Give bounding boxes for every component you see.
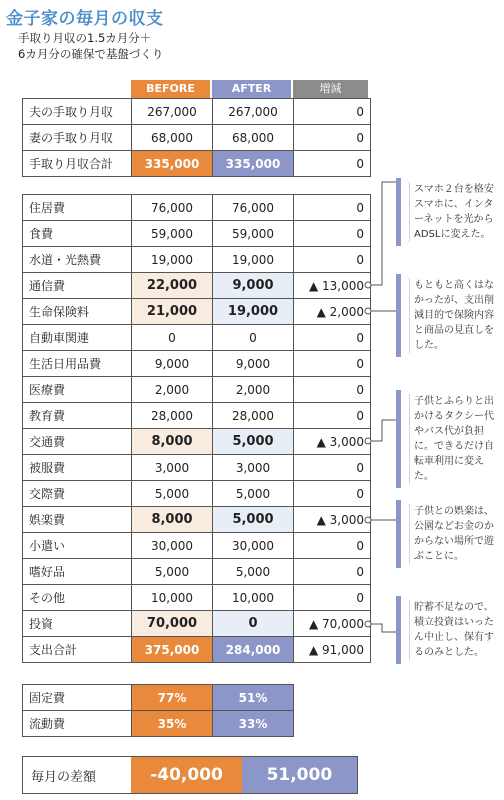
note-transport xyxy=(396,390,498,488)
before-value: 5,000 xyxy=(132,559,213,585)
before-value: 35% xyxy=(132,711,213,737)
table-row xyxy=(23,455,371,481)
table-row xyxy=(23,99,371,125)
row-label: 固定費 xyxy=(23,685,132,711)
after-value: 5,000 xyxy=(213,559,294,585)
row-label: 自動車関連 xyxy=(23,325,132,351)
change-value: 0 xyxy=(294,377,371,403)
change-value: ▲ 3,000 xyxy=(294,507,371,533)
row-label: 被服費 xyxy=(23,455,132,481)
change-value: 0 xyxy=(294,151,371,177)
before-value: 8,000 xyxy=(132,507,213,533)
table-row xyxy=(23,637,371,663)
before-value: 68,000 xyxy=(132,125,213,151)
connector-5 xyxy=(371,624,396,632)
before-value: 77% xyxy=(132,685,213,711)
change-value: ▲ 13,000 xyxy=(294,273,371,299)
table-row xyxy=(23,533,371,559)
table-row xyxy=(23,273,371,299)
row-label: 小遣い xyxy=(23,533,132,559)
after-value: 2,000 xyxy=(213,377,294,403)
row-label: 流動費 xyxy=(23,711,132,737)
before-value: 70,000 xyxy=(132,611,213,637)
after-value: 267,000 xyxy=(213,99,294,125)
table-row xyxy=(23,611,371,637)
before-value: 19,000 xyxy=(132,247,213,273)
change-value: 0 xyxy=(294,351,371,377)
change-value: ▲ 91,000 xyxy=(294,637,371,663)
table-row xyxy=(23,429,371,455)
row-label: 住居費 xyxy=(23,195,132,221)
change-value: 0 xyxy=(294,325,371,351)
after-value: 30,000 xyxy=(213,533,294,559)
change-value: 0 xyxy=(294,533,371,559)
note-text: スマホ２台を格安スマホに、インターネットを光からADSLに変えた。 xyxy=(409,182,494,242)
note-text: 貯蓄不足なので、積立投資はいったん中止し、保有するのみとした。 xyxy=(409,600,494,660)
before-value: 76,000 xyxy=(132,195,213,221)
after-value: 0 xyxy=(213,611,294,637)
after-value: 10,000 xyxy=(213,585,294,611)
subtitle-line-2: 6カ月分の確保で基盤づくり xyxy=(18,47,164,61)
page-title: 金子家の毎月の収支 xyxy=(6,9,164,29)
change-value: 0 xyxy=(294,125,371,151)
monthly-difference-before: -40,000 xyxy=(131,757,241,793)
header-before: BEFORE xyxy=(131,80,210,98)
after-value: 51% xyxy=(213,685,294,711)
change-value: 0 xyxy=(294,481,371,507)
header-change: 増減 xyxy=(293,80,368,98)
change-value: 0 xyxy=(294,585,371,611)
note-text: 子供との娯楽は、公園などお金のかからない場所で遊ぶことに。 xyxy=(409,504,494,564)
change-value: ▲ 70,000 xyxy=(294,611,371,637)
after-value: 0 xyxy=(213,325,294,351)
before-value: 10,000 xyxy=(132,585,213,611)
row-label: 夫の手取り月収 xyxy=(23,99,132,125)
row-label: 教育費 xyxy=(23,403,132,429)
after-value: 68,000 xyxy=(213,125,294,151)
table-row xyxy=(23,377,371,403)
header-after: AFTER xyxy=(212,80,291,98)
note-insurance xyxy=(396,274,498,357)
table-row xyxy=(23,711,294,737)
table-row xyxy=(23,299,371,325)
after-value: 284,000 xyxy=(213,637,294,663)
after-value: 28,000 xyxy=(213,403,294,429)
connector-1 xyxy=(371,182,396,285)
monthly-difference xyxy=(22,756,358,794)
income-table xyxy=(22,98,371,177)
table-row xyxy=(23,247,371,273)
table-row xyxy=(23,195,371,221)
before-value: 267,000 xyxy=(132,99,213,125)
row-label: 嗜好品 xyxy=(23,559,132,585)
change-value: 0 xyxy=(294,99,371,125)
note-entertainment xyxy=(396,500,498,568)
row-label: 生命保険料 xyxy=(23,299,132,325)
note-investment xyxy=(396,596,498,664)
table-row xyxy=(23,125,371,151)
table-row xyxy=(23,221,371,247)
change-value: 0 xyxy=(294,247,371,273)
after-value: 5,000 xyxy=(213,481,294,507)
monthly-difference-after: 51,000 xyxy=(242,757,357,793)
before-value: 30,000 xyxy=(132,533,213,559)
note-communication xyxy=(396,178,498,246)
after-value: 5,000 xyxy=(213,507,294,533)
after-value: 9,000 xyxy=(213,351,294,377)
before-value: 28,000 xyxy=(132,403,213,429)
row-label: 娯楽費 xyxy=(23,507,132,533)
after-value: 33% xyxy=(213,711,294,737)
before-value: 9,000 xyxy=(132,351,213,377)
row-label: 食費 xyxy=(23,221,132,247)
change-value: 0 xyxy=(294,221,371,247)
row-label: 支出合計 xyxy=(23,637,132,663)
row-label: 手取り月収合計 xyxy=(23,151,132,177)
table-row xyxy=(23,507,371,533)
after-value: 76,000 xyxy=(213,195,294,221)
row-label: 妻の手取り月収 xyxy=(23,125,132,151)
row-label: 医療費 xyxy=(23,377,132,403)
row-label: 交通費 xyxy=(23,429,132,455)
monthly-difference-label: 毎月の差額 xyxy=(31,769,97,785)
note-text: 子供とふらりと出かけるタクシー代やバス代が負担に。できるだけ自転車利用に変えた。 xyxy=(409,394,494,484)
before-value: 335,000 xyxy=(132,151,213,177)
before-value: 22,000 xyxy=(132,273,213,299)
note-text: もともと高くはなかったが、支出削減目的で保険内容と商品の見直しをした。 xyxy=(409,278,494,353)
before-value: 8,000 xyxy=(132,429,213,455)
after-value: 19,000 xyxy=(213,247,294,273)
before-value: 5,000 xyxy=(132,481,213,507)
table-row xyxy=(23,151,371,177)
after-value: 9,000 xyxy=(213,273,294,299)
after-value: 5,000 xyxy=(213,429,294,455)
before-value: 3,000 xyxy=(132,455,213,481)
after-value: 3,000 xyxy=(213,455,294,481)
row-label: 投資 xyxy=(23,611,132,637)
change-value: ▲ 2,000 xyxy=(294,299,371,325)
row-label: 水道・光熱費 xyxy=(23,247,132,273)
expense-table xyxy=(22,194,371,663)
table-row xyxy=(23,585,371,611)
after-value: 59,000 xyxy=(213,221,294,247)
before-value: 21,000 xyxy=(132,299,213,325)
table-row xyxy=(23,685,294,711)
row-label: 交際費 xyxy=(23,481,132,507)
change-value: 0 xyxy=(294,195,371,221)
before-value: 0 xyxy=(132,325,213,351)
table-row xyxy=(23,351,371,377)
table-row xyxy=(23,559,371,585)
row-label: 生活日用品費 xyxy=(23,351,132,377)
page-subtitle xyxy=(18,30,163,62)
change-value: 0 xyxy=(294,455,371,481)
table-row xyxy=(23,325,371,351)
change-value: 0 xyxy=(294,403,371,429)
before-value: 2,000 xyxy=(132,377,213,403)
after-value: 19,000 xyxy=(213,299,294,325)
connector-3 xyxy=(371,420,396,441)
subtitle-line-1: 手取り月収の1.5カ月分＋ xyxy=(18,31,152,45)
before-value: 375,000 xyxy=(132,637,213,663)
before-value: 59,000 xyxy=(132,221,213,247)
row-label: 通信費 xyxy=(23,273,132,299)
change-value: ▲ 3,000 xyxy=(294,429,371,455)
table-row xyxy=(23,403,371,429)
table-row xyxy=(23,481,371,507)
after-value: 335,000 xyxy=(213,151,294,177)
ratio-table xyxy=(22,684,294,737)
change-value: 0 xyxy=(294,559,371,585)
row-label: その他 xyxy=(23,585,132,611)
